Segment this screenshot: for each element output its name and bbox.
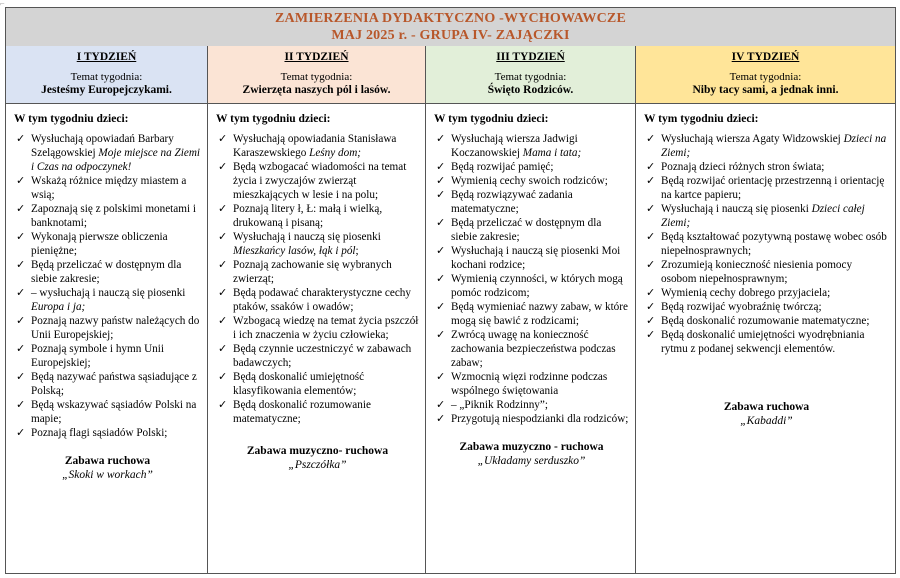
check-icon: ✓: [646, 161, 656, 173]
week-column-1: [6, 46, 208, 573]
item-text: Będą wskazywać sąsiadów Polski na mapie;: [31, 399, 197, 425]
game-title: Zabawa muzyczno- ruchowa: [246, 445, 389, 457]
week-header: [426, 46, 635, 104]
list-item: [216, 230, 419, 258]
corner-marker: ⌐: [0, 0, 5, 8]
item-text-italic: Dzieci na Ziemi;: [661, 133, 887, 159]
list-item: [644, 132, 889, 160]
check-icon: ✓: [16, 133, 26, 145]
list-item: [216, 258, 419, 286]
check-icon: ✓: [16, 343, 26, 355]
check-icon: ✓: [218, 315, 228, 327]
kids-label: W tym tygodniu dzieci:: [216, 113, 331, 125]
list-item: [14, 202, 201, 230]
item-text: Wysłuchają opowiadań Barbary Szelągowskiej: [31, 133, 174, 159]
list-item: [644, 286, 889, 300]
item-text: Będą nazywać państwa sąsiadujące z Polską;: [31, 371, 197, 397]
game-block: [434, 440, 629, 468]
week-name: IV TYDZIEŃ: [731, 51, 800, 63]
kids-label: W tym tygodniu dzieci:: [644, 113, 759, 125]
goal-list: [14, 132, 201, 440]
item-text: Zwrócą uwagę na konieczność zachowania bezpieczeństwa podczas zabaw;: [451, 329, 616, 369]
week-body: [426, 104, 635, 468]
item-text: Poznają nazwy państw należących do Unii Europejskiej;: [31, 315, 200, 341]
check-icon: ✓: [436, 371, 446, 383]
check-icon: ✓: [218, 133, 228, 145]
item-text: – „Piknik Rodzinny”;: [451, 399, 548, 411]
check-icon: ✓: [646, 259, 656, 271]
item-text: Poznają flagi sąsiadów Polski;: [31, 427, 168, 439]
item-text: Będą podawać charakterystyczne cechy ptaków, ssaków i owadów;: [233, 287, 411, 313]
list-item: [216, 160, 419, 202]
check-icon: ✓: [436, 413, 446, 425]
list-item: [14, 426, 201, 440]
list-item: [644, 160, 889, 174]
check-icon: ✓: [436, 133, 446, 145]
check-icon: ✓: [646, 203, 656, 215]
item-text: Będą doskonalić rozumowanie matematyczne;: [661, 315, 870, 327]
topic-label: Temat tygodnia:: [494, 71, 567, 83]
list-item: [434, 272, 629, 300]
check-icon: ✓: [436, 189, 446, 201]
list-item: [644, 328, 889, 356]
game-name: „Kabaddi”: [740, 415, 793, 427]
item-text: Będą czynnie uczestniczyć w zabawach badawczych;: [233, 343, 412, 369]
item-text: Będą rozwijać orientację przestrzenną i orientację na kartce papieru;: [661, 175, 885, 201]
game-name: „Pszczółka”: [288, 459, 347, 471]
check-icon: ✓: [218, 161, 228, 173]
list-item: [216, 398, 419, 426]
item-text: Wzbogacą wiedzę na temat życia pszczół i ich znaczenia w życiu człowieka;: [233, 315, 419, 341]
check-icon: ✓: [436, 399, 446, 411]
list-item: [644, 174, 889, 202]
item-text-italic: Mama i tata;: [522, 147, 582, 159]
check-icon: ✓: [646, 301, 656, 313]
game-block: [14, 454, 201, 482]
list-item: [216, 202, 419, 230]
kids-label: W tym tygodniu dzieci:: [434, 113, 549, 125]
item-text: Zapoznają się z polskimi monetami i banknotami;: [31, 203, 196, 229]
game-title: Zabawa ruchowa: [64, 455, 151, 467]
kids-label: W tym tygodniu dzieci:: [14, 113, 129, 125]
plan-table: [5, 7, 896, 574]
list-item: [216, 370, 419, 398]
list-item: [14, 174, 201, 202]
list-item: [434, 244, 629, 272]
list-item: [216, 342, 419, 370]
item-text: Będą kształtować pozytywną postawę wobec osób niepełnosprawnych;: [661, 231, 887, 257]
item-text: Poznają dzieci różnych stron świata;: [661, 161, 825, 173]
item-text-italic: Dzieci całej Ziemi;: [661, 203, 865, 229]
item-text: Wysłuchają wiersza Agaty Widzowskiej: [661, 133, 844, 145]
item-text: Wymienią czynności, w których mogą pomóc rodzicom;: [451, 273, 623, 299]
check-icon: ✓: [436, 161, 446, 173]
check-icon: ✓: [16, 231, 26, 243]
game-name: „Układamy serduszko”: [477, 455, 586, 467]
check-icon: ✓: [436, 245, 446, 257]
list-item: [14, 132, 201, 174]
week-header: [6, 46, 207, 104]
list-item: [644, 202, 889, 230]
list-item: [434, 216, 629, 244]
list-item: [216, 314, 419, 342]
topic-label: Temat tygodnia:: [70, 71, 143, 83]
list-item: [14, 314, 201, 342]
check-icon: ✓: [16, 399, 26, 411]
week-name: II TYDZIEŃ: [284, 51, 349, 63]
list-item: [644, 314, 889, 328]
item-text: Poznają zachowanie się wybranych zwierząt;: [233, 259, 392, 285]
item-text: Będą rozwijać pamięć;: [451, 161, 554, 173]
check-icon: ✓: [436, 301, 446, 313]
list-item: [14, 342, 201, 370]
check-icon: ✓: [436, 217, 446, 229]
list-item: [434, 132, 629, 160]
list-item: [14, 370, 201, 398]
check-icon: ✓: [646, 133, 656, 145]
list-item: [434, 328, 629, 370]
item-text: Wysłuchają i nauczą się piosenki Moi kochani rodzice;: [451, 245, 621, 271]
item-text: Wysłuchają i nauczą się piosenki: [233, 231, 381, 243]
check-icon: ✓: [16, 371, 26, 383]
game-block: [644, 400, 889, 428]
list-item: [14, 258, 201, 286]
item-text: Będą przeliczać w dostępnym dla siebie zakresie;: [31, 259, 182, 285]
game-name: „Skoki w workach”: [62, 469, 153, 481]
check-icon: ✓: [16, 427, 26, 439]
item-text: Wykonają pierwsze obliczenia pieniężne;: [31, 231, 168, 257]
goal-list: [644, 132, 889, 356]
game-title: Zabawa ruchowa: [723, 401, 810, 413]
week-body: [6, 104, 207, 482]
item-text-italic: Moje miejsce na Ziemi i Czas na odpoczynek!: [31, 147, 201, 173]
check-icon: ✓: [218, 371, 228, 383]
item-text: Będą wymieniać nazwy zabaw, w które mogą się bawić z rodzicami;: [451, 301, 628, 327]
check-icon: ✓: [218, 203, 228, 215]
item-text-italic: Mieszkańcy lasów, łąk i pól: [233, 245, 356, 257]
check-icon: ✓: [436, 329, 446, 341]
check-icon: ✓: [16, 287, 26, 299]
week-name: I TYDZIEŃ: [76, 51, 137, 63]
item-text: Wysłuchają opowiadania Stanisława Karaszewskiego: [233, 133, 397, 159]
item-text: Wymienią cechy dobrego przyjaciela;: [661, 287, 831, 299]
table-header: [6, 8, 895, 47]
topic-label: Temat tygodnia:: [280, 71, 353, 83]
list-item: [216, 286, 419, 314]
list-item: [434, 300, 629, 328]
list-item: [14, 286, 201, 314]
week-column-3: [426, 46, 636, 573]
list-item: [14, 230, 201, 258]
item-text: Będą doskonalić umiejętności wyodrębniania rytmu z podanej sekwencji elementów.: [661, 329, 865, 355]
week-topic: Zwierzęta naszych pól i lasów.: [242, 84, 391, 96]
item-text: Poznają symbole i hymn Unii Europejskiej;: [31, 343, 164, 369]
page-subtitle: MAJ 2025 r. - GRUPA IV- ZAJĄCZKI: [331, 28, 570, 43]
list-item: [434, 188, 629, 216]
page-title: ZAMIERZENIA DYDAKTYCZNO -WYCHOWAWCZE: [274, 11, 626, 26]
item-text: Wysłuchają wiersza Jadwigi Koczanowskiej: [451, 133, 578, 159]
goal-list: [216, 132, 419, 426]
week-topic: Niby tacy sami, a jednak inni.: [692, 84, 839, 96]
check-icon: ✓: [16, 203, 26, 215]
check-icon: ✓: [646, 329, 656, 341]
check-icon: ✓: [646, 175, 656, 187]
item-text: Będą rozwiązywać zadania matematyczne;: [451, 189, 573, 215]
list-item: [14, 398, 201, 426]
item-text: Wskażą różnice między miastem a wsią;: [31, 175, 187, 201]
check-icon: ✓: [646, 315, 656, 327]
week-body: [208, 104, 425, 472]
list-item: [434, 398, 629, 412]
game-block: [216, 444, 419, 472]
list-item: [434, 412, 629, 426]
week-body: [636, 104, 895, 428]
list-item: [434, 160, 629, 174]
list-item: [434, 174, 629, 188]
check-icon: ✓: [16, 175, 26, 187]
item-text: – wysłuchają i nauczą się piosenki: [31, 287, 186, 299]
item-text: Będą doskonalić umiejętność klasyfikowania elementów;: [233, 371, 365, 397]
item-text: Będą przeliczać w dostępnym dla siebie zakresie;: [451, 217, 602, 243]
check-icon: ✓: [218, 287, 228, 299]
item-text: Będą doskonalić rozumowanie matematyczne;: [233, 399, 371, 425]
list-item: [644, 300, 889, 314]
item-text: Wymienią cechy swoich rodziców;: [451, 175, 608, 187]
list-item: [216, 132, 419, 160]
week-header: [636, 46, 895, 104]
list-item: [434, 370, 629, 398]
week-topic: Święto Rodziców.: [487, 84, 574, 96]
item-text: Będą wzbogacać wiadomości na temat życia i zwyczajów zwierząt mieszkających w lesie i na polu;: [233, 161, 407, 201]
check-icon: ✓: [646, 231, 656, 243]
item-text: Wysłuchają i nauczą się piosenki: [661, 203, 812, 215]
check-icon: ✓: [436, 273, 446, 285]
goal-list: [434, 132, 629, 426]
item-text-italic: Europa i ja;: [31, 301, 86, 313]
check-icon: ✓: [218, 399, 228, 411]
item-text: Będą rozwijać wyobraźnię twórczą;: [661, 301, 822, 313]
list-item: [644, 230, 889, 258]
check-icon: ✓: [436, 175, 446, 187]
item-text-italic: Leśny dom;: [309, 147, 361, 159]
week-topic: Jesteśmy Europejczykami.: [41, 84, 172, 96]
item-text: ;: [355, 245, 359, 257]
check-icon: ✓: [16, 315, 26, 327]
check-icon: ✓: [218, 343, 228, 355]
week-column-2: [208, 46, 426, 573]
check-icon: ✓: [646, 287, 656, 299]
check-icon: ✓: [218, 231, 228, 243]
week-header: [208, 46, 425, 104]
list-item: [644, 258, 889, 286]
check-icon: ✓: [16, 259, 26, 271]
item-text: Poznają litery ł, Ł: małą i wielką, drukowaną i pisaną;: [233, 203, 383, 229]
item-text: Zrozumieją konieczność niesienia pomocy osobom niepełnosprawnym;: [661, 259, 853, 285]
week-name: III TYDZIEŃ: [496, 51, 565, 63]
item-text: Wzmocnią więzi rodzinne podczas wspólnego świętowania: [451, 371, 608, 397]
check-icon: ✓: [218, 259, 228, 271]
game-title: Zabawa muzyczno - ruchowa: [459, 441, 604, 453]
week-column-4: [636, 46, 895, 573]
item-text: Przygotują niespodzianki dla rodziców;: [451, 413, 629, 425]
topic-label: Temat tygodnia:: [729, 71, 802, 83]
